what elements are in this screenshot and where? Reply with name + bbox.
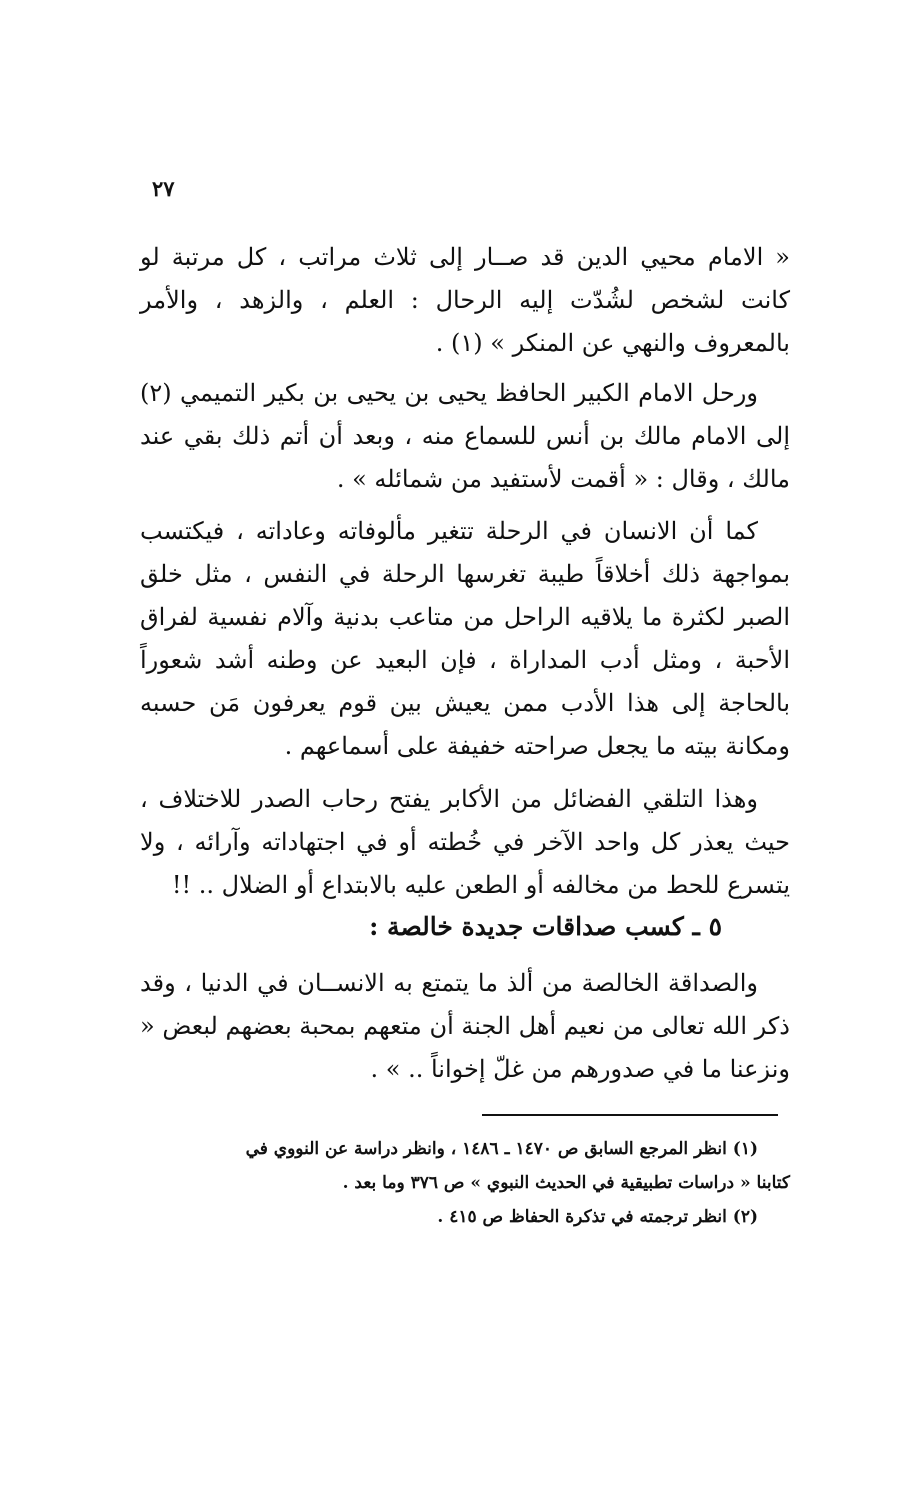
page-number: ٢٧ [152, 176, 175, 201]
body-paragraph-1 [140, 236, 790, 365]
body-paragraph-5 [140, 962, 790, 1091]
paragraph-text: كما أن الانسان في الرحلة تتغير مألوفاته وعاداته ، فيكتسب بمواجهة ذلك أخلاقاً طيبة تغرسها الرحلة في النفس ، مثل خلق الصبر لكثرة ما يلاقيه الراحل من متاعب بدنية وآلام نفسية لفراق الأحبة ، ومثل أدب المداراة ، فإن البعيد عن وطنه أشد شعوراً بالحاجة إلى هذا الأدب ممن يعيش بين قوم يعرفون مَن حسبه ومكانة بيته ما يجعل صراحته خفيفة على أسماعهم . [140, 517, 790, 760]
paragraph-text: وهذا التلقي الفضائل من الأكابر يفتح رحاب الصدر للاختلاف ، حيث يعذر كل واحد الآخر في خُطته أو في اجتهاداته وآرائه ، ولا يتسرع للحط من مخالفه أو الطعن عليه بالابتداع أو الضلال .. !! [140, 785, 790, 899]
footnotes [140, 1132, 790, 1234]
paragraph-text: « الامام محيي الدين قد صــار إلى ثلاث مراتب ، كل مرتبة لو كانت لشخص لشُدّت إليه الرحال : العلم ، والزهد ، والأمر بالمعروف والنهي عن المنكر » (١) . [140, 243, 790, 357]
footnote-divider [482, 1114, 778, 1116]
footnote-2: (٢) انظر ترجمته في تذكرة الحفاظ ص ٤١٥ . [437, 1207, 758, 1227]
body-paragraph-4 [140, 778, 790, 907]
footnote-1-line-1: (١) انظر المرجع السابق ص ١٤٧٠ ـ ١٤٨٦ ، وانظر دراسة عن النووي في [245, 1139, 758, 1159]
section-heading: ٥ ـ كسب صداقات جديدة خالصة : [369, 912, 722, 941]
paragraph-text: والصداقة الخالصة من ألذ ما يتمتع به الانســان في الدنيا ، وقد ذكر الله تعالى من نعيم أهل الجنة أن متعهم بمحبة بعضهم لبعض « ونزعنا ما في صدورهم من غلّ إخواناً .. » . [140, 969, 790, 1083]
paragraph-text: ورحل الامام الكبير الحافظ يحيى بن يحيى بن بكير التميمي (٢) إلى الامام مالك بن أنس للسماع منه ، وبعد أن أتم ذلك بقي عند مالك ، وقال : « أقمت لأستفيد من شمائله » . [140, 379, 790, 493]
body-paragraph-2 [140, 372, 790, 501]
body-paragraph-3 [140, 510, 790, 768]
footnote-1-line-2: كتابنا « دراسات تطبيقية في الحديث النبوي » ص ٣٧٦ وما بعد . [342, 1173, 790, 1193]
